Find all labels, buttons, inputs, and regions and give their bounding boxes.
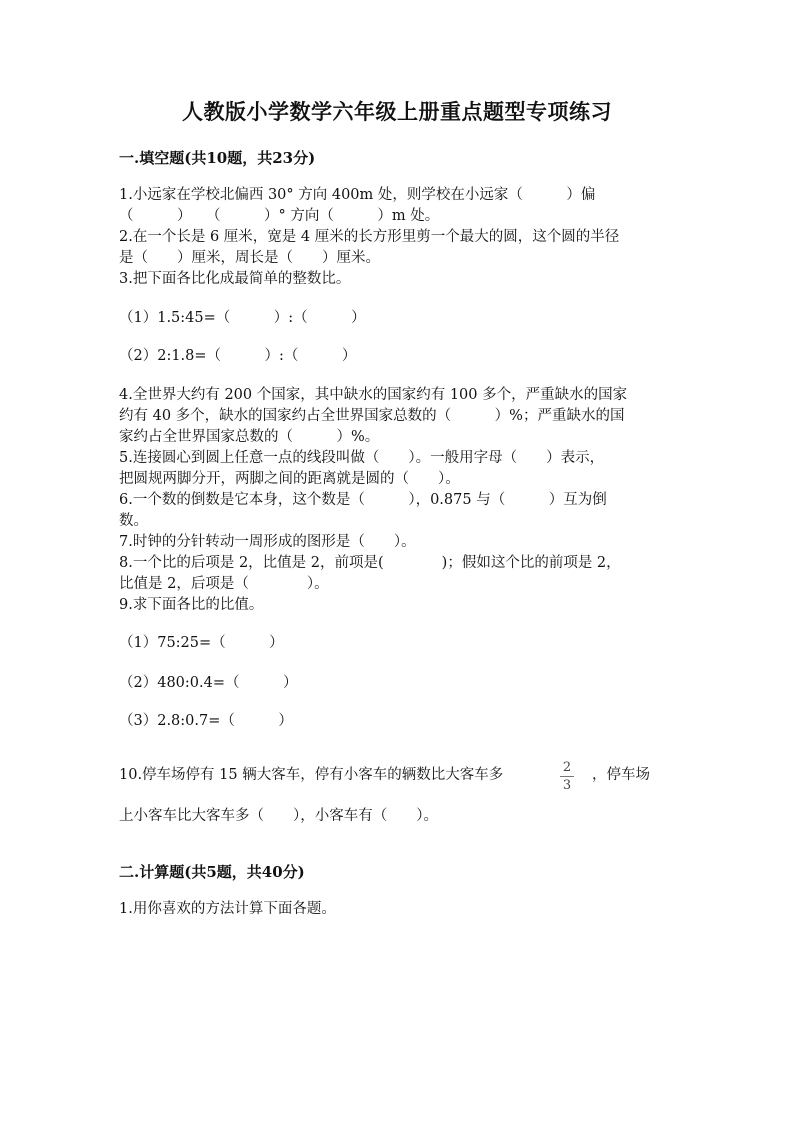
question-8-line-1: 8.一个比的后项是 2，比值是 2，前项是( )；假如这个比的前项是 2，: [119, 555, 621, 571]
question-4-line-3: 家约占全世界国家总数的（ ）%。: [119, 429, 380, 445]
question-10-line-1a: 10.停车场停有 15 辆大客车，停有小客车的辆数比大客车多: [119, 767, 504, 783]
fraction-bar: [560, 776, 574, 777]
question-9-part-2: （2）480:0.4=（ ）: [119, 675, 298, 691]
question-3-part-2: （2）2:1.8=（ ）:（ ）: [119, 348, 357, 364]
question-3-part-1: （1）1.5:45=（ ）:（ ）: [119, 310, 366, 326]
question-7: 7.时钟的分针转动一周形成的图形是（ ）。: [119, 534, 416, 550]
question-8-line-2: 比值是 2，后项是（ ）。: [119, 576, 329, 592]
fraction-numerator: 2: [562, 760, 572, 775]
section-heading-fill-in: 一.填空题(共10题，共23分): [119, 149, 316, 167]
question-3-prompt: 3.把下面各比化成最简单的整数比。: [119, 271, 351, 287]
question-1-line-2: （ ） （ ）° 方向（ ）m 处。: [119, 208, 440, 224]
question-9-part-3: （3）2.8:0.7=（ ）: [119, 713, 293, 729]
question-9-prompt: 9.求下面各比的比值。: [119, 597, 264, 613]
fraction-two-thirds: [557, 760, 577, 793]
question-6-line-1: 6.一个数的倒数是它本身，这个数是（ ），0.875 与（ ）互为倒: [119, 492, 607, 508]
question-2-line-1: 2.在一个长是 6 厘米，宽是 4 厘米的长方形里剪一个最大的圆，这个圆的半径: [119, 229, 620, 245]
question-10-line-1b: ，停车场: [592, 767, 650, 783]
question-2-line-2: 是（ ）厘米，周长是（ ）厘米。: [119, 250, 380, 266]
question-4-line-2: 约有 40 多个，缺水的国家约占全世界国家总数的（ ）%；严重缺水的国: [119, 408, 625, 424]
question-9-part-1: （1）75:25=（ ）: [119, 635, 284, 651]
calc-question-1: 1.用你喜欢的方法计算下面各题。: [119, 901, 336, 917]
document-title: 人教版小学数学六年级上册重点题型专项练习: [182, 99, 612, 124]
section-heading-calculation: 二.计算题(共5题，共40分): [119, 863, 305, 881]
question-4-line-1: 4.全世界大约有 200 个国家，其中缺水的国家约有 100 多个，严重缺水的国家: [119, 387, 628, 403]
question-5-line-2: 把圆规两脚分开，两脚之间的距离就是圆的（ ）。: [119, 471, 460, 487]
fraction-denominator: 3: [562, 778, 572, 793]
question-1-line-1: 1.小远家在学校北偏西 30° 方向 400m 处，则学校在小远家（ ）偏: [119, 187, 596, 203]
question-5-line-1: 5.连接圆心到圆上任意一点的线段叫做（ ）。一般用字母（ ）表示，: [119, 450, 605, 466]
question-10-line-2: 上小客车比大客车多（ ），小客车有（ ）。: [119, 808, 438, 824]
question-6-line-2: 数。: [119, 513, 148, 529]
